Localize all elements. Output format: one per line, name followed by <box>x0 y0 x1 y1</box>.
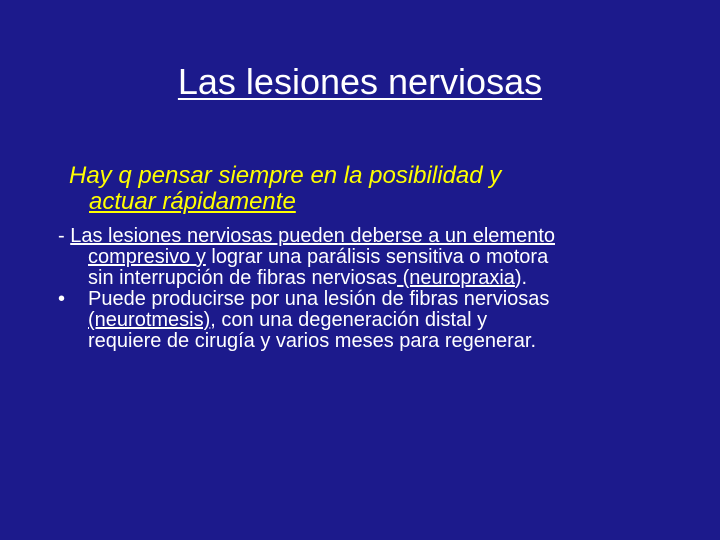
paragraph-neurotmesis <box>58 289 678 352</box>
para1-line2-rest: lograr una parálisis sensitiva o motora <box>205 246 549 268</box>
paragraph-compression <box>58 226 678 289</box>
slide-title <box>0 61 720 103</box>
lead-line-2: actuar rápidamente <box>89 188 296 215</box>
bullet-marker: • <box>58 288 66 310</box>
lead-line-1: Hay q pensar siempre en la posibilidad y <box>69 162 502 189</box>
neurotmesis-term: (neurotmesis) <box>88 309 211 331</box>
para1-line2-underlined: compresivo y <box>88 246 206 268</box>
slide-body <box>58 226 678 352</box>
para1-line1: Las lesiones nerviosas pueden deberse a un elemento <box>70 225 555 247</box>
neuropraxia-term: (neuropraxia <box>397 267 515 289</box>
para1-line3-end: ). <box>514 267 528 289</box>
para1-line3: sin interrupción de fibras nerviosas <box>88 267 398 289</box>
lead-statement <box>69 163 689 215</box>
dash-marker: - <box>58 225 71 247</box>
slide-title-text: Las lesiones nerviosas <box>177 61 543 102</box>
para2-line1: Puede producirse por una lesión de fibras nerviosas <box>88 288 550 310</box>
para2-line2-rest: , con una degeneración distal y <box>210 309 488 331</box>
para2-line3: requiere de cirugía y varios meses para regenerar. <box>88 330 537 352</box>
